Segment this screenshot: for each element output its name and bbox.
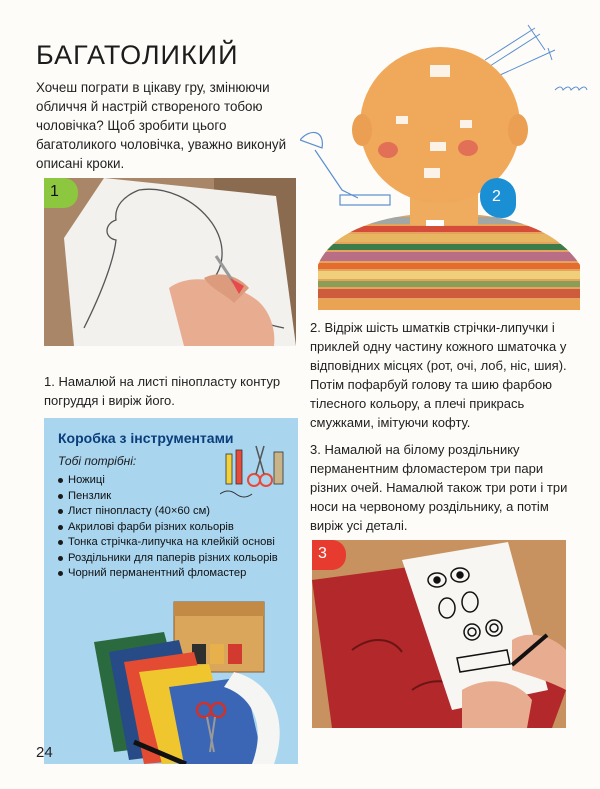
step1-badge bbox=[44, 178, 78, 208]
step3-number: 3 bbox=[318, 545, 327, 562]
step2-badge bbox=[480, 178, 516, 218]
intro-paragraph: Хочеш пограти в цікаву гру, змінюючи обличчя й настрій створеного тобою чоловічка? Щоб зробити цього багатоликого чоловічка, уважно виконуй описані кроки. bbox=[36, 80, 287, 171]
materials-illustration bbox=[74, 592, 298, 764]
step2-text: 2. Відріж шість шматків стрічки-липучки і приклей одну частину кожного шматочка у відповідних місцях (рот, очі, лоб, ніс, шия). Потім пофарбуй голову та шию фарбою тілесного кольору, а плечі прикрась смужками, імітуючи кофту. bbox=[310, 320, 567, 430]
list-item: Чорний перманентний фломастер bbox=[58, 566, 294, 582]
list-item: Ножиці bbox=[58, 473, 294, 489]
step2-number: 2 bbox=[492, 188, 501, 205]
page-number: 24 bbox=[36, 744, 53, 761]
toolbox-need-label: Тобі потрібні: bbox=[58, 454, 137, 468]
toolbox-list bbox=[58, 473, 294, 582]
list-item: Тонка стрічка-липучка на клейкій основі bbox=[58, 535, 294, 551]
step2-illustration bbox=[300, 20, 600, 310]
list-item: Пензлик bbox=[58, 489, 294, 505]
list-item: Акрилові фарби різних кольорів bbox=[58, 520, 294, 536]
step3-text: 3. Намалюй на білому роздільнику перманентним фломастером три пари різних очей. Намалюй також три роти і три носи на червоному роздільнику, а потім виріж усі деталі. bbox=[310, 442, 568, 533]
page-title: БАГАТОЛИКИЙ bbox=[36, 40, 239, 70]
list-item: Лист пінопласту (40×60 см) bbox=[58, 504, 294, 520]
step1-illustration bbox=[44, 178, 296, 346]
bald-figure-drawing bbox=[300, 20, 600, 310]
toolbox-panel bbox=[44, 418, 298, 764]
list-item: Роздільники для паперів різних кольорів bbox=[58, 551, 294, 567]
step1-number: 1 bbox=[50, 183, 59, 200]
step3-badge bbox=[312, 540, 346, 570]
toolbox-title: Коробка з інструментами bbox=[58, 430, 234, 446]
step3-photo bbox=[312, 540, 566, 728]
step1-text: 1. Намалюй на листі пінопласту контур погруддя і виріж його. bbox=[44, 374, 281, 408]
step3-illustration bbox=[312, 540, 566, 728]
step1-photo bbox=[44, 178, 296, 346]
